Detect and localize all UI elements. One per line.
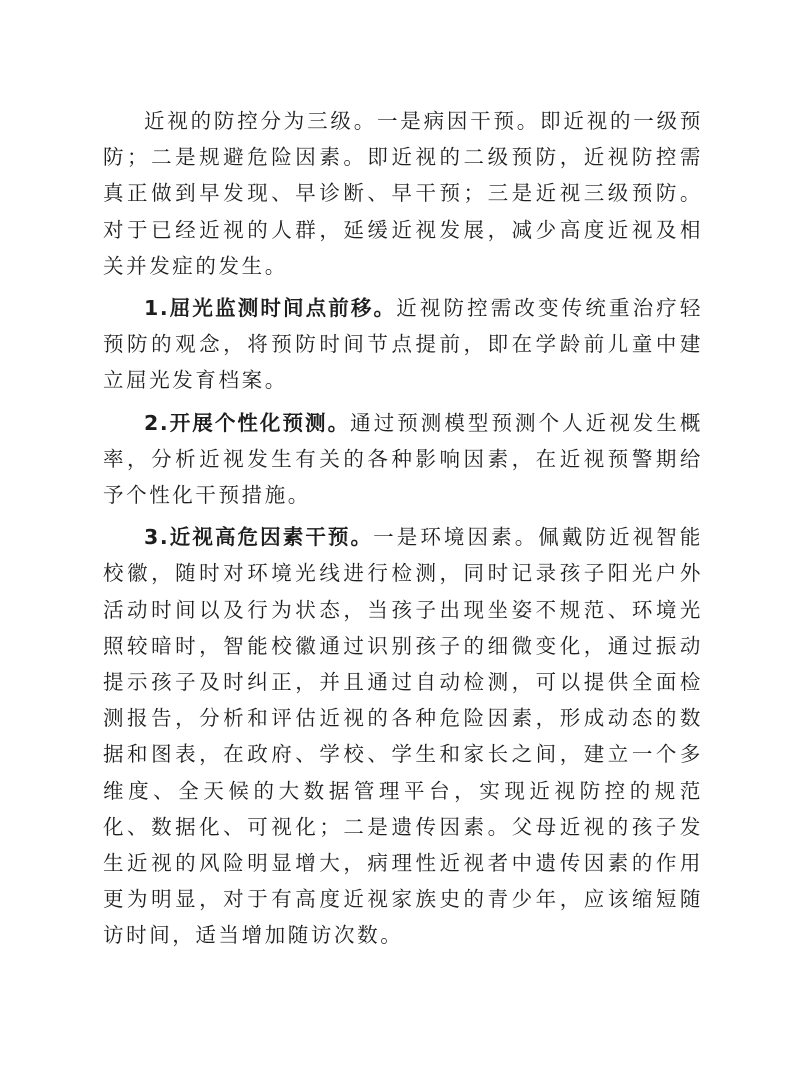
paragraph-text: 通过预测模型预测个人近视发生概率，分析近视发生有关的各种影响因素，在近视预警期给予个性化干预措施。 [103,410,703,508]
paragraph-high-risk-intervention [103,519,703,953]
paragraph-heading: 3.近视高危因素干预。 [144,525,374,550]
paragraph-personalized-prediction [103,405,703,514]
paragraph-text: 近视防控需改变传统重治疗轻预防的观念，将预防时间节点提前，即在学龄前儿童中建立屈光发育档案。 [103,296,703,393]
paragraph-refraction-monitoring [103,290,703,399]
paragraph-text: 近视的防控分为三级。一是病因干预。即近视的一级预防；二是规避危险因素。即近视的二级预防，近视防控需真正做到早发现、早诊断、早干预；三是近视三级预防。对于已经近视的人群，延缓近视发展，减少高度近视及相关并发症的发生。 [103,109,703,278]
paragraph-myopia-prevention-levels [103,103,703,284]
paragraph-heading: 1.屈光监测时间点前移。 [144,296,397,321]
paragraph-heading: 2.开展个性化预测。 [144,410,351,435]
paragraph-text: 一是环境因素。佩戴防近视智能校徽，随时对环境光线进行检测，同时记录孩子阳光户外活动时间以及行为状态，当孩子出现坐姿不规范、环境光照较暗时，智能校徽通过识别孩子的细微变化，通过振动提示孩子及时纠正，并且通过自动检测，可以提供全面检测报告，分析和评估近视的各种危险因素，形成动态的数据和图表，在政府、学校、学生和家长之间，建立一个多维度、全天候的大数据管理平台，实现近视防控的规范化、数据化、可视化；二是遗传因素。父母近视的孩子发生近视的风险明显增大，病理性近视者中遗传因素的作用更为明显，对于有高度近视家族史的青少年，应该缩短随访时间，适当增加随访次数。 [103,525,703,948]
